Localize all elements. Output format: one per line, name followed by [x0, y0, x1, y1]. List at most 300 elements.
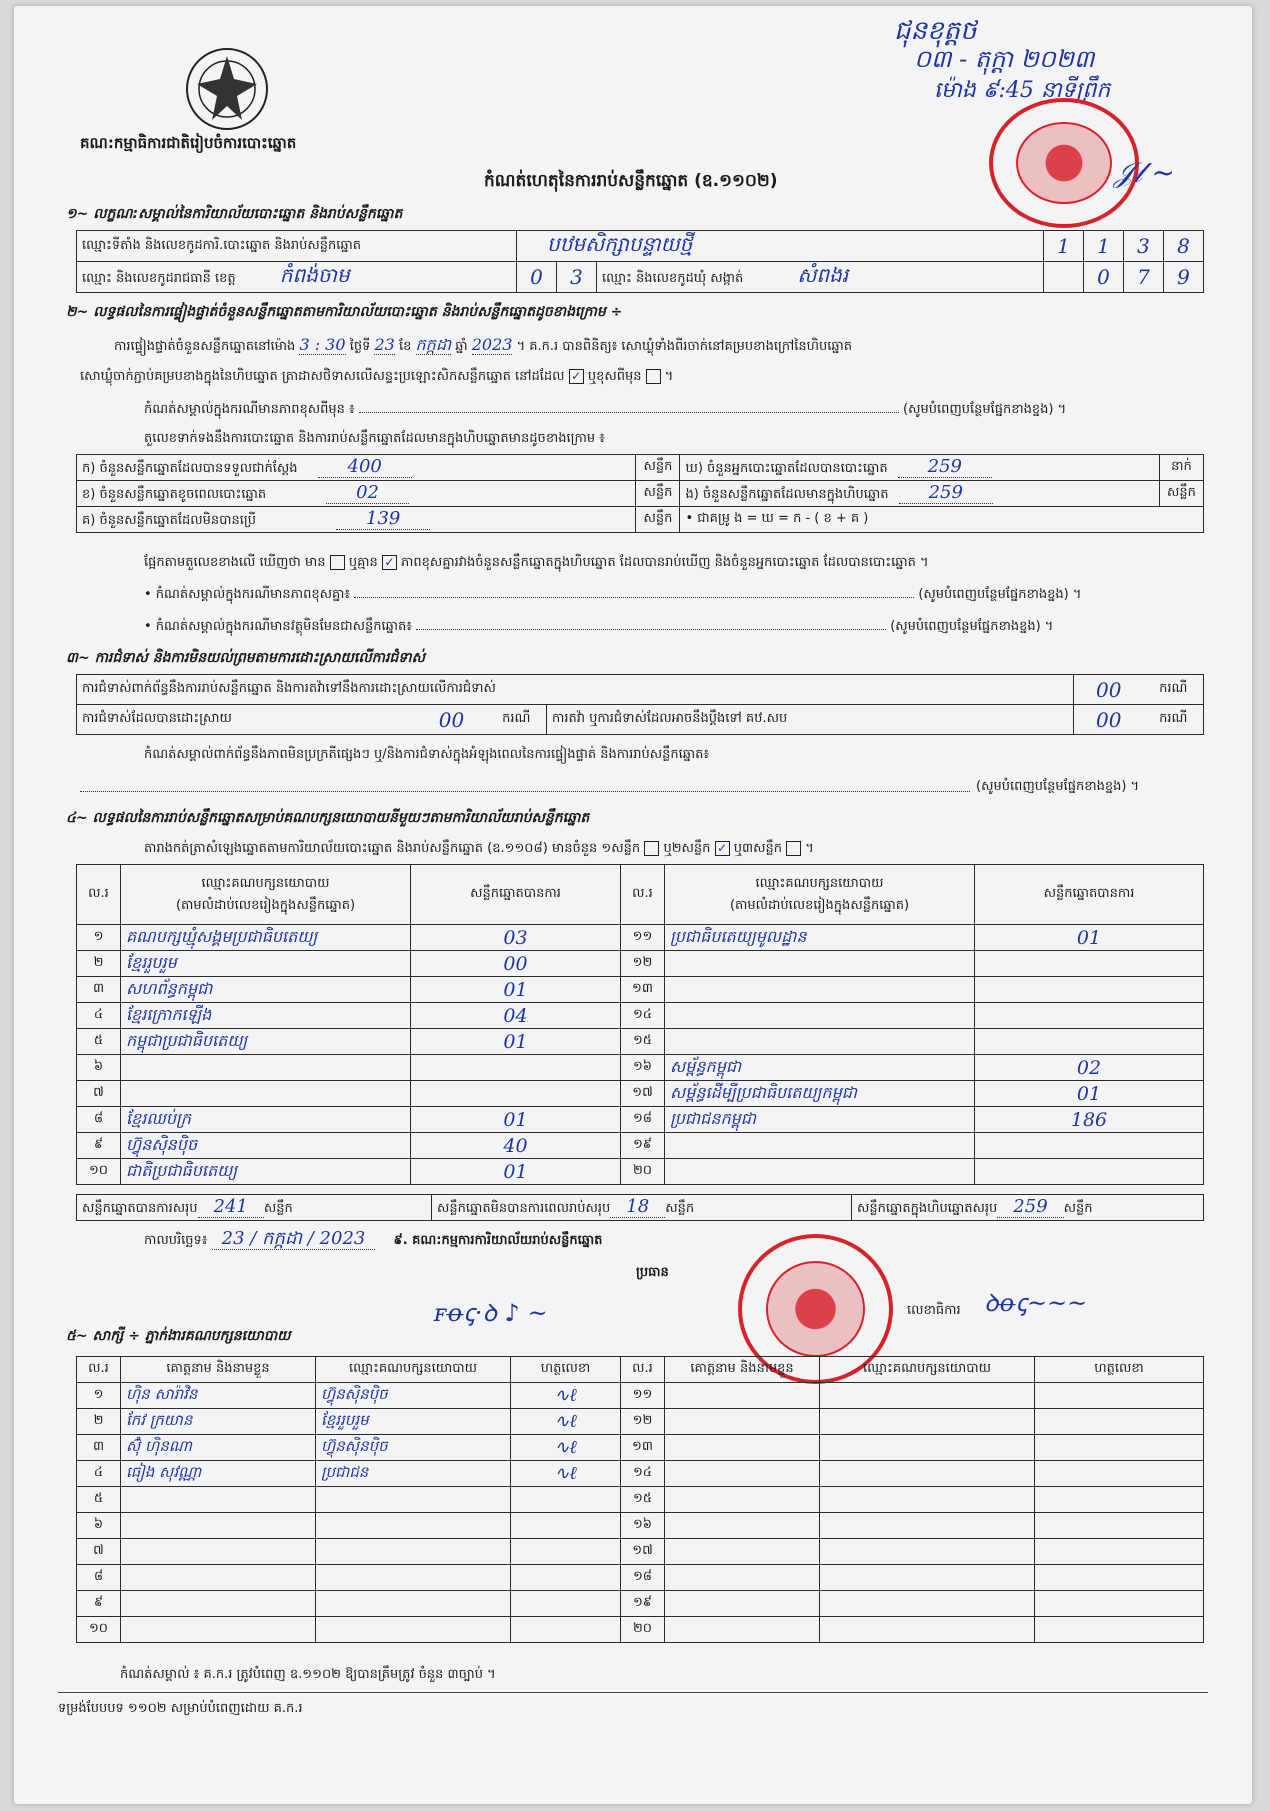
ballot-count-form	[14, 6, 1252, 1804]
vote-row	[77, 1055, 1204, 1081]
witness-no-left: ៧	[77, 1539, 121, 1565]
total-invalid-label: សន្លឹកឆ្នោតមិនបានការពេលរាប់សរុប	[437, 1201, 611, 1216]
vote-party-left[interactable]: គណបក្សឃ្មុំសង្គមប្រជាធិបតេយ្យ	[121, 925, 411, 951]
witness-no-left: ៨	[77, 1565, 121, 1591]
handwritten-note-line-2: ០៣ - តុក្ដា ២០២៣	[914, 45, 1095, 73]
total-box-value[interactable]: 259	[997, 1196, 1063, 1218]
verify-line	[114, 336, 852, 356]
objection-row2-value[interactable]: 00	[417, 705, 487, 735]
w-col-no-left: ល.រ	[77, 1357, 121, 1383]
vote-count-right[interactable]	[975, 951, 1204, 977]
total-invalid-unit: សន្លឹក	[665, 1201, 695, 1216]
witness-no-right: ១៤	[621, 1461, 665, 1487]
vote-no-right: ១៥	[621, 1029, 665, 1055]
vote-no-right: ១៩	[621, 1133, 665, 1159]
vote-no-right: ២០	[621, 1159, 665, 1185]
signature-icon: 𝒥𝓁 ~	[1114, 156, 1175, 189]
total-valid-value[interactable]: 241	[198, 1196, 264, 1218]
witness-party-right[interactable]	[820, 1617, 1035, 1643]
witness-row	[77, 1617, 1204, 1643]
witness-no-left: ៤	[77, 1461, 121, 1487]
figure-c-unit: សន្លឹក	[636, 507, 680, 533]
witness-table	[76, 1356, 1204, 1643]
vote-count-left[interactable]: 01	[411, 1159, 621, 1185]
figure-a-value[interactable]: 400	[318, 456, 412, 478]
note-foreign-input[interactable]	[416, 629, 886, 630]
objection-row2b-value[interactable]: 00	[1074, 705, 1144, 735]
total-valid-label: សន្លឹកឆ្នោតបានការសរុប	[82, 1201, 198, 1216]
figure-e-unit: សន្លឹក	[1160, 481, 1204, 507]
vote-count-left[interactable]: 04	[411, 1003, 621, 1029]
witness-name-right[interactable]	[665, 1409, 820, 1435]
witness-party-right[interactable]	[820, 1487, 1035, 1513]
handwritten-note-line-3: ម៉ោង ៩:45 នាទីព្រឹក	[934, 78, 1111, 103]
seal-line: សោឃ្លុំចាក់ភ្ជាប់គម្របខាងក្នុងនៃហិបឆ្នោត ត្រាដាសថិទាសលើសន្ទះប្រឡោះសិកសន្លឹកឆ្នោត នៅដដែល ✓ ឬខុសពីមុន ។	[80, 369, 674, 384]
witness-party-left[interactable]	[316, 1617, 511, 1643]
witness-sign-left[interactable]: ∿ℓ	[511, 1435, 621, 1461]
witness-party-left[interactable]: ហ៊្វុនស៊ិនប៉ិច	[316, 1435, 511, 1461]
witness-name-right[interactable]	[665, 1435, 820, 1461]
figure-b-label: ខ) ចំនួនសន្លឹកឆ្នោតខូចពេលបោះឆ្នោត	[82, 487, 267, 502]
vote-count-left[interactable]: 40	[411, 1133, 621, 1159]
figure-c-cell	[77, 507, 636, 533]
objection-row1-unit: ករណី	[1144, 675, 1204, 705]
vote-count-left[interactable]: 03	[411, 925, 621, 951]
figure-a-cell	[77, 455, 636, 481]
note-diff2-line	[144, 586, 1081, 604]
footnote: កំណត់សម្គាល់ ៖ គ.ក.រ ត្រូវបំពេញ ឧ.១១០២ ឱ្យបានត្រឹមត្រូវ ចំនួន ៣ច្បាប់ ។	[120, 1667, 496, 1682]
committee-name: គណ:កម្មាធិការជាតិរៀបចំការបោះឆ្នោត	[80, 134, 297, 152]
objection-row1-label: ការជំទាស់ពាក់ព័ន្ធនឹងការរាប់សន្លឹកឆ្នោត និងការតវ៉ាទៅនឹងការដោះស្រាយលើការជំទាស់	[77, 675, 1074, 705]
witness-party-left[interactable]	[316, 1487, 511, 1513]
witness-name-left[interactable]	[121, 1565, 316, 1591]
vote-party-right[interactable]: ប្រជាជនកម្ពុជា	[665, 1107, 975, 1133]
vote-party-left[interactable]: ជាតិប្រជាធិបតេយ្យ	[121, 1159, 411, 1185]
province-label-text: ឈ្មោះ និងលេខកូដរាជធានី ខេត្ត	[82, 271, 236, 286]
date-label: កាលបរិច្ឆេទ៖	[144, 1233, 208, 1248]
witness-sign-left[interactable]	[511, 1617, 621, 1643]
verify-year[interactable]: 2023	[471, 335, 513, 354]
witness-party-left[interactable]	[316, 1591, 511, 1617]
vote-no-right: ១៣	[621, 977, 665, 1003]
vote-party-left[interactable]: ខ្មែររួបរួម	[121, 951, 411, 977]
verify-day[interactable]: 23	[374, 335, 395, 354]
witness-name-left[interactable]: ហ៊ិន សារ៉ាវិន	[121, 1383, 316, 1409]
witness-name-left[interactable]: ធៀង សុវណ្ណា	[121, 1461, 316, 1487]
formula: • ជាគម្រូ ង = ឃ = ក - ( ខ + គ )	[680, 507, 1204, 533]
section3-note-input[interactable]	[80, 776, 970, 792]
vote-count-right[interactable]: 186	[975, 1107, 1204, 1133]
vote-no-right: ១១	[621, 925, 665, 951]
figure-d-label: ឃ) ចំនួនអ្នកបោះឆ្នោតដែលបានបោះឆ្នោត	[685, 461, 888, 476]
date-value[interactable]: 23 / កក្កដា / 2023	[212, 1228, 376, 1250]
vote-row	[77, 925, 1204, 951]
witness-row	[77, 1383, 1204, 1409]
vote-party-right[interactable]	[665, 1133, 975, 1159]
vote-party-left[interactable]: កម្ពុជាប្រជាធិបតេយ្យ	[121, 1029, 411, 1055]
vote-no-left: ២	[77, 951, 121, 977]
objection-row2-label: ការជំទាស់ដែលបានដោះស្រាយ	[77, 705, 417, 735]
vote-party-left[interactable]: ហ៊្វុនស៊ិនប៉ិច	[121, 1133, 411, 1159]
chair-signature-icon: ꜰꝋꞔ·ꝺ ♪ ~	[434, 1299, 548, 1327]
office-code-2[interactable]: 1	[1084, 231, 1124, 262]
note-diff2-label: • កំណត់សម្គាល់ក្នុងករណីមានភាពខុសគ្នា៖	[144, 587, 351, 602]
witness-party-right[interactable]	[820, 1539, 1035, 1565]
footer-text: ទម្រង់បែបបទ ១១០២ សម្រាប់បំពេញដោយ គ.ក.រ	[58, 1701, 303, 1716]
province-value[interactable]: កំពង់ចាម	[279, 263, 350, 287]
figures-intro: តួលេខទាក់ទងនឹងការបោះឆ្នោត និងការរាប់សន្លឹកឆ្នោតដែលមានក្នុងហិបឆ្នោតមានដូចខាងក្រោម ៖	[144, 431, 605, 446]
vote-no-right: ១៤	[621, 1003, 665, 1029]
votes-totals	[76, 1194, 1204, 1221]
witness-no-left: ៥	[77, 1487, 121, 1513]
vote-count-right[interactable]	[975, 1133, 1204, 1159]
section4-intro-line: តារាងកត់ត្រាសំឡេងឆ្នោតតាមការិយាល័យបោះឆ្នោត និងរាប់សន្លឹកឆ្នោត (ឧ.១១០៨) មានចំនួន ១សន្លឹក ឬ២សន្លឹក ✓ ឬ៣សន្លឹក ។	[144, 841, 814, 856]
w-col-no-right: ល.រ	[621, 1357, 665, 1383]
total-valid-unit: សន្លឹក	[263, 1201, 293, 1216]
witness-sign-right[interactable]	[1035, 1409, 1204, 1435]
vote-party-right[interactable]: ប្រជាធិបតេយ្យមូលដ្ឋាន	[665, 925, 975, 951]
objection-row1-value[interactable]: 00	[1074, 675, 1144, 705]
verify-time[interactable]: 3 : 30	[299, 335, 346, 354]
witness-row	[77, 1591, 1204, 1617]
figure-b-cell	[77, 481, 636, 507]
witness-sign-right[interactable]	[1035, 1617, 1204, 1643]
compare-suffix: ភាពខុសគ្នារវាងចំនួនសន្លឹកឆ្នោតក្នុងហិបឆ្នោត ដែលបានរាប់ឃើញ និងចំនួនអ្នកបោះឆ្នោត ដែលបានបោះឆ្នោត ។	[401, 555, 929, 570]
figure-a-unit: សន្លឹក	[636, 455, 680, 481]
votes-table	[76, 864, 1204, 1185]
witness-sign-left[interactable]	[511, 1591, 621, 1617]
secretary-label: លេខាធិការ	[907, 1303, 961, 1318]
note-foreign-label: • កំណត់សម្គាល់ក្នុងករណីមានវត្ថុមិនមែនជាសន្លឹកឆ្នោត៖	[144, 619, 412, 634]
chair-label: ប្រធាន	[636, 1265, 669, 1280]
witness-sign-left[interactable]: ∿ℓ	[511, 1409, 621, 1435]
witness-sign-right[interactable]	[1035, 1435, 1204, 1461]
office-code-4[interactable]: 8	[1164, 231, 1204, 262]
witness-name-right[interactable]	[665, 1565, 820, 1591]
vote-party-right[interactable]	[665, 977, 975, 1003]
province-label	[77, 262, 517, 293]
vote-row	[77, 951, 1204, 977]
figure-c-label: គ) ចំនួនសន្លឹកឆ្នោតដែលមិនបានប្រើ	[82, 513, 256, 528]
vote-no-left: ៣	[77, 977, 121, 1003]
objection-row2b-label: ការតវ៉ា ឬការជំទាស់ដែលអាចនឹងប្ដឹងទៅ គឋ.សប	[547, 705, 1074, 735]
commune-value[interactable]: សំពងរ	[797, 263, 849, 287]
footer-divider	[58, 1692, 1208, 1693]
note-diff-line	[144, 401, 1204, 419]
vote-count-left[interactable]: 01	[411, 1029, 621, 1055]
vote-no-right: ១២	[621, 951, 665, 977]
witness-name-left[interactable]	[121, 1591, 316, 1617]
seal-or-text: ឬខុសពីមុន	[587, 369, 642, 384]
compare-mid: ឬគ្មាន	[348, 555, 378, 570]
section2-heading: ២~ លទ្ធផលនៃការផ្ទៀងផ្ទាត់ចំនួនសន្លឹកឆ្នោតតាមការិយាល័យបោះឆ្នោត និងរាប់សន្លឹកឆ្នោតដូចខាងក្រោម ÷	[66, 304, 623, 320]
witness-row	[77, 1435, 1204, 1461]
witness-no-right: ១៧	[621, 1539, 665, 1565]
vote-no-right: ១៧	[621, 1081, 665, 1107]
col-party-right-sub: (តាមលំដាប់លេខរៀងក្នុងសន្លឹកឆ្នោត)	[729, 897, 910, 913]
figure-e-cell	[680, 481, 1160, 507]
witness-no-left: ៦	[77, 1513, 121, 1539]
vote-no-left: ៧	[77, 1081, 121, 1107]
witness-name-left[interactable]: ស៊ុំ ហ៊ិនណា	[121, 1435, 316, 1461]
witness-row	[77, 1565, 1204, 1591]
vote-row	[77, 1081, 1204, 1107]
witness-party-left[interactable]: ប្រជាជន	[316, 1461, 511, 1487]
vote-row	[77, 1029, 1204, 1055]
witness-no-right: ២០	[621, 1617, 665, 1643]
witness-no-right: ១៨	[621, 1565, 665, 1591]
office-label: ឈ្មោះទីតាំង និងលេខកូដការិ.បោះឆ្នោត និងរាប់សន្លឹកឆ្នោត	[77, 231, 517, 262]
col-party-left-title: ឈ្មោះគណបក្សនយោបាយ	[201, 875, 330, 891]
witness-sign-left[interactable]	[511, 1565, 621, 1591]
col-party-right	[665, 865, 975, 925]
section4-intro: តារាងកត់ត្រាសំឡេងឆ្នោតតាមការិយាល័យបោះឆ្នោត និងរាប់សន្លឹកឆ្នោត (ឧ.១១០៨) មានចំនួន ១សន្លឹក	[144, 841, 641, 856]
date-line	[144, 1230, 602, 1250]
witness-sign-right[interactable]	[1035, 1591, 1204, 1617]
section3-fill-more: (សូមបំពេញបន្ថែមផ្នែកខាងខ្នង) ។	[976, 779, 1140, 794]
note-foreign-line	[144, 618, 1053, 636]
commune-code-1[interactable]: 0	[1084, 262, 1124, 293]
witness-name-right[interactable]	[665, 1461, 820, 1487]
witness-name-right[interactable]	[665, 1513, 820, 1539]
vote-no-left: ៩	[77, 1133, 121, 1159]
witness-sign-right[interactable]	[1035, 1461, 1204, 1487]
w-col-party-right: ឈ្មោះគណបក្សនយោបាយ	[820, 1357, 1035, 1383]
vote-row	[77, 1107, 1204, 1133]
witness-name-right[interactable]	[665, 1617, 820, 1643]
witness-sign-right[interactable]	[1035, 1565, 1204, 1591]
sheet3-checkbox[interactable]	[786, 841, 801, 856]
total-valid-cell	[77, 1195, 432, 1221]
office-code-1[interactable]: 1	[1044, 231, 1084, 262]
witness-sign-right[interactable]	[1035, 1513, 1204, 1539]
figure-a-label: ក) ចំនួនសន្លឹកឆ្នោតដែលបានទទួលជាក់ស្តែង	[82, 461, 298, 476]
note-diff2-fill-more: (សូមបំពេញបន្ថែមផ្នែកខាងខ្នង) ។	[918, 587, 1082, 602]
witness-sign-right[interactable]	[1035, 1487, 1204, 1513]
note-diff2-input[interactable]	[354, 597, 914, 598]
commune-code-3[interactable]: 9	[1164, 262, 1204, 293]
witness-no-right: ១៥	[621, 1487, 665, 1513]
witness-name-left[interactable]	[121, 1487, 316, 1513]
commune-label	[597, 262, 1044, 293]
witness-party-right[interactable]	[820, 1383, 1035, 1409]
vote-party-left[interactable]	[121, 1055, 411, 1081]
verify-suffix: ។ គ.ក.រ បានពិនិត្យ៖ សោឃ្លុំទាំងពីរចាក់នៅគម្របខាងក្រៅនៃហិបឆ្នោត	[516, 339, 852, 354]
witness-no-right: ១៣	[621, 1435, 665, 1461]
compare-line	[144, 554, 929, 572]
vote-party-left[interactable]	[121, 1081, 411, 1107]
vote-count-right[interactable]: 01	[975, 1081, 1204, 1107]
seal-changed-checkbox[interactable]	[646, 369, 661, 384]
witness-row	[77, 1513, 1204, 1539]
note-diff-input[interactable]	[359, 412, 899, 413]
witness-no-left: ២	[77, 1409, 121, 1435]
vote-count-left[interactable]	[411, 1081, 621, 1107]
diff-yes-checkbox[interactable]	[330, 555, 345, 570]
section1-heading: ១~ លក្ខណ:សម្គាល់នៃការិយាល័យបោះឆ្នោត និងរាប់សន្លឹកឆ្នោត	[66, 206, 403, 222]
witness-no-left: ៣	[77, 1435, 121, 1461]
witness-sign-left[interactable]	[511, 1513, 621, 1539]
commune-label-text: ឈ្មោះ និងលេខកូដឃុំ សង្កាត់	[602, 271, 744, 286]
witness-party-right[interactable]	[820, 1461, 1035, 1487]
vote-row	[77, 1003, 1204, 1029]
vote-party-right[interactable]: សម្ព័ន្ធកម្ពុជា	[665, 1055, 975, 1081]
figure-e-label: ង) ចំនួនសន្លឹកឆ្នោតដែលមានក្នុងហិបឆ្នោត	[685, 487, 889, 502]
vote-no-left: ១	[77, 925, 121, 951]
witness-no-left: ៩	[77, 1591, 121, 1617]
figure-b-value[interactable]: 02	[326, 482, 409, 504]
verify-month[interactable]: កក្កដា	[415, 335, 452, 354]
vote-party-right[interactable]: សម្ព័ន្ធដើម្បីប្រជាធិបតេយ្យកម្ពុជា	[665, 1081, 975, 1107]
witness-no-right: ១១	[621, 1383, 665, 1409]
vote-party-right[interactable]	[665, 1159, 975, 1185]
vote-no-left: ១០	[77, 1159, 121, 1185]
witness-name-left[interactable]	[121, 1539, 316, 1565]
opt2-label: ឬ២សន្លឹក	[663, 841, 711, 856]
witness-party-left[interactable]: ខ្មែររួបរួម	[316, 1409, 511, 1435]
section3-heading: ៣~ ការជំទាស់ និងការមិនយល់ព្រមតាមការដោះស្រាយលើការជំទាស់	[66, 650, 425, 666]
vote-count-left[interactable]: 01	[411, 1107, 621, 1133]
witness-party-right[interactable]	[820, 1513, 1035, 1539]
verify-year-label: ឆ្នាំ	[455, 339, 468, 354]
figure-d-cell	[680, 455, 1160, 481]
province-code-1[interactable]: 0	[517, 262, 557, 293]
section1-table	[76, 230, 1204, 293]
vote-count-right[interactable]	[975, 1159, 1204, 1185]
vote-count-left[interactable]	[411, 1055, 621, 1081]
vote-party-right[interactable]	[665, 1029, 975, 1055]
w-col-sign-right: ហត្ថលេខា	[1035, 1357, 1204, 1383]
vote-party-left[interactable]: ខ្មែរក្រោកឡើង	[121, 1003, 411, 1029]
w-col-sign-left: ហត្ថលេខា	[511, 1357, 621, 1383]
vote-count-left[interactable]: 01	[411, 977, 621, 1003]
vote-no-left: ៥	[77, 1029, 121, 1055]
vote-row	[77, 977, 1204, 1003]
vote-no-right: ១៨	[621, 1107, 665, 1133]
witness-party-right[interactable]	[820, 1565, 1035, 1591]
col-no-left: ល.រ	[77, 865, 121, 925]
witness-sign-left[interactable]: ∿ℓ	[511, 1383, 621, 1409]
w-col-name-left: គោត្តនាម និងនាមខ្លួន	[121, 1357, 316, 1383]
witness-no-left: ១០	[77, 1617, 121, 1643]
figure-d-value[interactable]: 259	[898, 456, 992, 478]
witness-party-left[interactable]	[316, 1539, 511, 1565]
office-code-3[interactable]: 3	[1124, 231, 1164, 262]
vote-party-left[interactable]: សហព័ន្ធកម្ពុជា	[121, 977, 411, 1003]
col-party-left	[121, 865, 411, 925]
vote-count-right[interactable]	[975, 977, 1204, 1003]
witness-sign-right[interactable]	[1035, 1383, 1204, 1409]
note-foreign-fill-more: (សូមបំពេញបន្ថែមផ្នែកខាងខ្នង) ។	[890, 619, 1054, 634]
section4-heading: ៤~ លទ្ធផលនៃការរាប់សន្លឹកឆ្នោតសម្រាប់គណបក្សនយោបាយនីមួយៗតាមការិយាល័យរាប់សន្លឹកឆ្នោត	[66, 810, 590, 826]
witness-name-right[interactable]	[665, 1591, 820, 1617]
vote-party-right[interactable]	[665, 1003, 975, 1029]
witness-no-left: ១	[77, 1383, 121, 1409]
note-diff-fill-more: (សូមបំពេញបន្ថែមផ្នែកខាងខ្នង) ។	[903, 402, 1067, 417]
col-votes-right: សន្លឹកឆ្នោតបានការ	[975, 865, 1204, 925]
vote-count-left[interactable]: 00	[411, 951, 621, 977]
witness-row	[77, 1487, 1204, 1513]
total-box-cell	[852, 1195, 1204, 1221]
sheet2-checkbox[interactable]: ✓	[715, 841, 730, 856]
witness-sign-right[interactable]	[1035, 1539, 1204, 1565]
witness-no-right: ១៩	[621, 1591, 665, 1617]
commune-code-blank	[1044, 262, 1084, 293]
sheet1-checkbox[interactable]	[644, 841, 659, 856]
witness-name-right[interactable]	[665, 1487, 820, 1513]
secretary-signature-icon: ꝺꝋꞔ~~~	[984, 1289, 1088, 1317]
province-code-2[interactable]: 3	[557, 262, 597, 293]
figure-b-unit: សន្លឹក	[636, 481, 680, 507]
vote-count-right[interactable]	[975, 1029, 1204, 1055]
verify-prefix: ការផ្ទៀងផ្ទាត់ចំនួនសន្លឹកឆ្នោតនៅម៉ោង	[114, 339, 296, 354]
witness-sign-left[interactable]	[511, 1487, 621, 1513]
vote-count-right[interactable]: 01	[975, 925, 1204, 951]
witness-party-left[interactable]: ហ៊្វុនស៊ិនប៉ិច	[316, 1383, 511, 1409]
section5-heading: ៥~ សាក្សី ÷ ភ្នាក់ងារគណបក្សនយោបាយ	[66, 1328, 291, 1344]
witness-no-right: ១៦	[621, 1513, 665, 1539]
col-votes-left: សន្លឹកឆ្នោតបានការ	[411, 865, 621, 925]
witness-name-right[interactable]	[665, 1539, 820, 1565]
witness-name-right[interactable]	[665, 1383, 820, 1409]
form-title: កំណត់ហេតុនៃការរាប់សន្លឹកឆ្នោត (ឧ.១១០២)	[484, 171, 778, 191]
figure-d-unit: នាក់	[1160, 455, 1204, 481]
handwritten-note-line-1: ជុនខុត្តថ	[894, 16, 977, 46]
total-invalid-cell	[432, 1195, 852, 1221]
vote-party-left[interactable]: ខ្មែរឈប់ក្រ	[121, 1107, 411, 1133]
opt3-label: ឬ៣សន្លឹក	[733, 841, 782, 856]
diff-no-checkbox[interactable]: ✓	[382, 555, 397, 570]
total-invalid-value[interactable]: 18	[610, 1196, 665, 1218]
witness-party-right[interactable]	[820, 1591, 1035, 1617]
vote-count-right[interactable]: 02	[975, 1055, 1204, 1081]
witness-sign-left[interactable]	[511, 1539, 621, 1565]
total-box-unit: សន្លឹក	[1063, 1201, 1093, 1216]
section3-note: កំណត់សម្គាល់ពាក់ព័ន្ធនឹងភាពមិនប្រក្រតីផ្សេងៗ ឬ/និងការជំទាស់ក្នុងអំឡុងពេលនៃការផ្ទៀងផ្ទាត់ និងការរាប់សន្លឹកឆ្នោត៖	[144, 747, 710, 762]
figure-c-value[interactable]: 139	[336, 508, 430, 530]
witness-party-right[interactable]	[820, 1435, 1035, 1461]
vote-count-right[interactable]	[975, 1003, 1204, 1029]
figure-e-value[interactable]: 259	[899, 482, 993, 504]
w-col-name-right: គោត្តនាម និងនាមខ្លួន	[665, 1357, 820, 1383]
commune-code-2[interactable]: 7	[1124, 262, 1164, 293]
witness-sign-left[interactable]: ∿ℓ	[511, 1461, 621, 1487]
note-diff-label: កំណត់សម្គាល់ក្នុងករណីមានភាពខុសពីមុន ៖	[144, 402, 355, 417]
witness-name-left[interactable]: កែវ ក្រយាន	[121, 1409, 316, 1435]
witness-party-right[interactable]	[820, 1409, 1035, 1435]
col-party-right-title: ឈ្មោះគណបក្សនយោបាយ	[755, 875, 884, 891]
total-box-label: សន្លឹកឆ្នោតក្នុងហិបឆ្នោតសរុប	[857, 1201, 998, 1216]
seal-unchanged-checkbox[interactable]: ✓	[569, 369, 584, 384]
vote-row	[77, 1159, 1204, 1185]
seal-line-text: សោឃ្លុំចាក់ភ្ជាប់គម្របខាងក្នុងនៃហិបឆ្នោត ត្រាដាសថិទាសលើសន្ទះប្រឡោះសិកសន្លឹកឆ្នោត នៅដដែល	[80, 369, 565, 384]
vote-no-right: ១៦	[621, 1055, 665, 1081]
vote-party-right[interactable]	[665, 951, 975, 977]
objection-row2b-unit: ករណី	[1144, 705, 1204, 735]
witness-no-right: ១២	[621, 1409, 665, 1435]
objection-row2-unit: ករណី	[487, 705, 547, 735]
witness-party-left[interactable]	[316, 1565, 511, 1591]
vote-no-left: ៨	[77, 1107, 121, 1133]
verify-month-label: ខែ	[398, 339, 412, 354]
witness-party-left[interactable]	[316, 1513, 511, 1539]
witness-row	[77, 1461, 1204, 1487]
office-value[interactable]: បឋមសិក្សាបន្ទាយថ្មី	[517, 231, 1044, 262]
witness-name-left[interactable]	[121, 1617, 316, 1643]
witness-name-left[interactable]	[121, 1513, 316, 1539]
vote-row	[77, 1133, 1204, 1159]
witness-row	[77, 1409, 1204, 1435]
